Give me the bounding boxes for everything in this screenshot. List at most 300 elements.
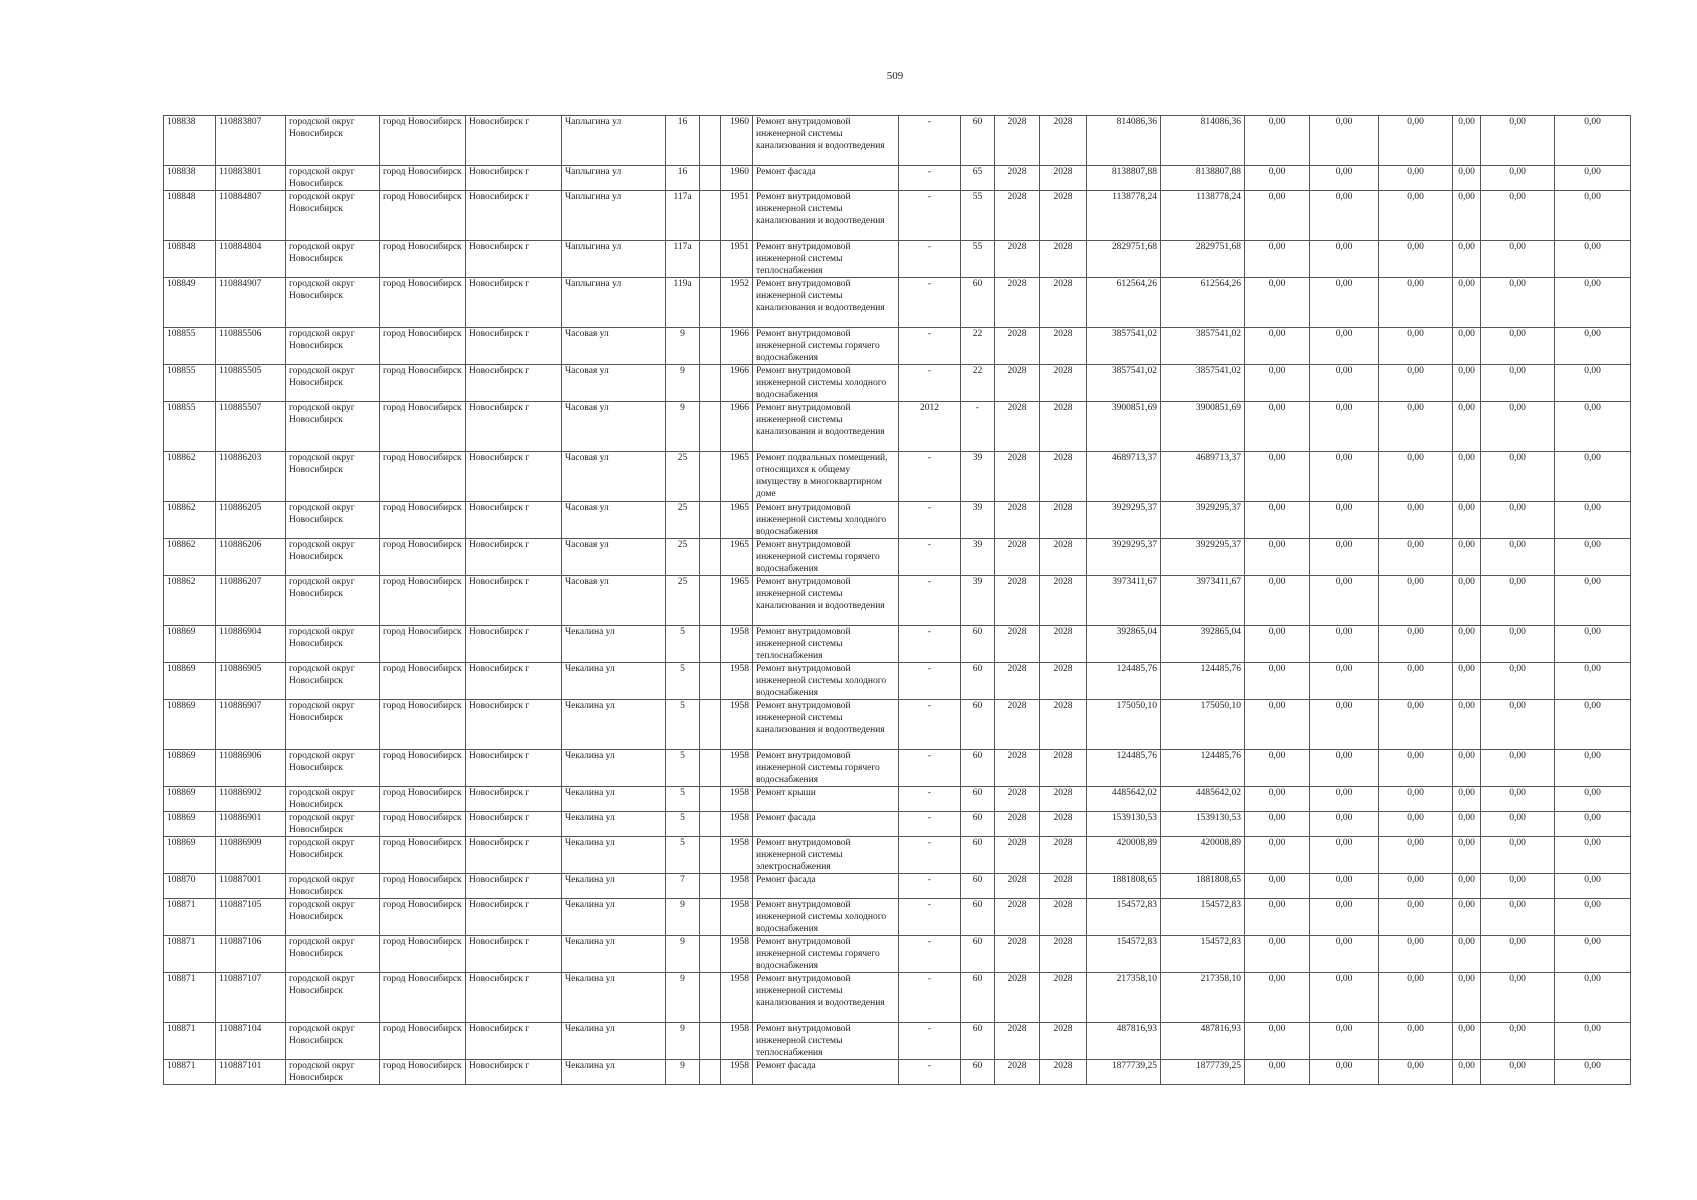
value-6-cell: 0,00: [1555, 936, 1631, 973]
value-6-cell: 0,00: [1555, 663, 1631, 700]
city-cell: город Новосибирск: [380, 365, 466, 402]
end-year-cell: 2028: [1040, 365, 1087, 402]
work-code-cell: 110884807: [216, 191, 286, 241]
total-cost-cell: 3857541,02: [1087, 328, 1161, 365]
build-year-cell: 1958: [721, 787, 753, 812]
district-cell: городской округ Новосибирск: [286, 241, 380, 278]
work-type-cell: Ремонт фасада: [753, 166, 899, 191]
wear-percent-cell: 60: [961, 663, 995, 700]
locality-cell: Новосибирск г: [466, 278, 562, 328]
build-year-cell: 1965: [721, 502, 753, 539]
work-code-cell: 110886207: [216, 576, 286, 626]
house-number-cell: 9: [666, 328, 700, 365]
value-6-cell: 0,00: [1555, 278, 1631, 328]
value-6-cell: 0,00: [1555, 1023, 1631, 1060]
fund-cost-cell: 487816,93: [1161, 1023, 1245, 1060]
value-1-cell: 0,00: [1245, 452, 1310, 502]
street-cell: Чекалина ул: [562, 663, 666, 700]
start-year-cell: 2028: [995, 191, 1040, 241]
city-cell: город Новосибирск: [380, 402, 466, 452]
house-number-cell: 9: [666, 899, 700, 936]
extra-cell: [700, 700, 721, 750]
value-2-cell: 0,00: [1310, 663, 1379, 700]
value-6-cell: 0,00: [1555, 241, 1631, 278]
end-year-cell: 2028: [1040, 936, 1087, 973]
district-cell: городской округ Новосибирск: [286, 899, 380, 936]
value-4-cell: 0,00: [1453, 812, 1481, 837]
city-cell: город Новосибирск: [380, 539, 466, 576]
build-year-cell: 1958: [721, 663, 753, 700]
table-row: [164, 241, 1631, 278]
build-year-cell: 1958: [721, 837, 753, 874]
value-5-cell: 0,00: [1481, 576, 1555, 626]
fund-cost-cell: 3929295,37: [1161, 502, 1245, 539]
value-1-cell: 0,00: [1245, 116, 1310, 166]
work-code-cell: 110884907: [216, 278, 286, 328]
house-number-cell: 5: [666, 837, 700, 874]
value-6-cell: 0,00: [1555, 812, 1631, 837]
end-year-cell: 2028: [1040, 1060, 1087, 1085]
value-6-cell: 0,00: [1555, 750, 1631, 787]
total-cost-cell: 124485,76: [1087, 750, 1161, 787]
value-4-cell: 0,00: [1453, 402, 1481, 452]
value-5-cell: 0,00: [1481, 166, 1555, 191]
value-5-cell: 0,00: [1481, 191, 1555, 241]
locality-cell: Новосибирск г: [466, 787, 562, 812]
table-row: [164, 328, 1631, 365]
table-row: [164, 1023, 1631, 1060]
value-4-cell: 0,00: [1453, 191, 1481, 241]
locality-cell: Новосибирск г: [466, 700, 562, 750]
total-cost-cell: 4485642,02: [1087, 787, 1161, 812]
value-5-cell: 0,00: [1481, 278, 1555, 328]
fund-cost-cell: 1138778,24: [1161, 191, 1245, 241]
city-cell: город Новосибирск: [380, 700, 466, 750]
value-1-cell: 0,00: [1245, 166, 1310, 191]
street-cell: Чекалина ул: [562, 899, 666, 936]
street-cell: Чаплыгина ул: [562, 241, 666, 278]
value-3-cell: 0,00: [1379, 663, 1453, 700]
street-cell: Часовая ул: [562, 328, 666, 365]
end-year-cell: 2028: [1040, 278, 1087, 328]
wear-percent-cell: 60: [961, 787, 995, 812]
table-row: [164, 812, 1631, 837]
work-code-cell: 110886901: [216, 812, 286, 837]
fund-cost-cell: 3857541,02: [1161, 328, 1245, 365]
house-id-cell: 108862: [164, 539, 216, 576]
value-5-cell: 0,00: [1481, 936, 1555, 973]
house-id-cell: 108870: [164, 874, 216, 899]
start-year-cell: 2028: [995, 328, 1040, 365]
locality-cell: Новосибирск г: [466, 191, 562, 241]
end-year-cell: 2028: [1040, 899, 1087, 936]
house-number-cell: 5: [666, 700, 700, 750]
value-1-cell: 0,00: [1245, 626, 1310, 663]
value-1-cell: 0,00: [1245, 973, 1310, 1023]
extra-cell: [700, 936, 721, 973]
city-cell: город Новосибирск: [380, 576, 466, 626]
value-3-cell: 0,00: [1379, 539, 1453, 576]
extra-cell: [700, 452, 721, 502]
value-6-cell: 0,00: [1555, 191, 1631, 241]
value-6-cell: 0,00: [1555, 116, 1631, 166]
value-4-cell: 0,00: [1453, 750, 1481, 787]
end-year-cell: 2028: [1040, 1023, 1087, 1060]
total-cost-cell: 154572,83: [1087, 899, 1161, 936]
house-id-cell: 108871: [164, 1060, 216, 1085]
locality-cell: Новосибирск г: [466, 874, 562, 899]
table-row: [164, 874, 1631, 899]
value-1-cell: 0,00: [1245, 1060, 1310, 1085]
wear-percent-cell: 55: [961, 191, 995, 241]
start-year-cell: 2028: [995, 1023, 1040, 1060]
district-cell: городской округ Новосибирск: [286, 278, 380, 328]
house-id-cell: 108855: [164, 328, 216, 365]
house-number-cell: 16: [666, 166, 700, 191]
total-cost-cell: 3857541,02: [1087, 365, 1161, 402]
total-cost-cell: 3900851,69: [1087, 402, 1161, 452]
start-year-cell: 2028: [995, 700, 1040, 750]
house-number-cell: 5: [666, 626, 700, 663]
value-2-cell: 0,00: [1310, 1023, 1379, 1060]
value-5-cell: 0,00: [1481, 787, 1555, 812]
value-5-cell: 0,00: [1481, 874, 1555, 899]
value-5-cell: 0,00: [1481, 973, 1555, 1023]
wear-percent-cell: -: [961, 402, 995, 452]
last-repair-year-cell: -: [899, 452, 961, 502]
work-code-cell: 110887104: [216, 1023, 286, 1060]
street-cell: Чекалина ул: [562, 812, 666, 837]
work-code-cell: 110886203: [216, 452, 286, 502]
fund-cost-cell: 1877739,25: [1161, 1060, 1245, 1085]
build-year-cell: 1966: [721, 328, 753, 365]
value-2-cell: 0,00: [1310, 241, 1379, 278]
locality-cell: Новосибирск г: [466, 576, 562, 626]
table-row: [164, 787, 1631, 812]
extra-cell: [700, 539, 721, 576]
value-4-cell: 0,00: [1453, 502, 1481, 539]
district-cell: городской округ Новосибирск: [286, 837, 380, 874]
city-cell: город Новосибирск: [380, 328, 466, 365]
last-repair-year-cell: -: [899, 837, 961, 874]
house-id-cell: 108871: [164, 936, 216, 973]
fund-cost-cell: 1539130,53: [1161, 812, 1245, 837]
work-code-cell: 110885507: [216, 402, 286, 452]
work-type-cell: Ремонт внутридомовой инженерной системы горячего водоснабжения: [753, 750, 899, 787]
locality-cell: Новосибирск г: [466, 626, 562, 663]
value-1-cell: 0,00: [1245, 328, 1310, 365]
work-code-cell: 110887105: [216, 899, 286, 936]
value-5-cell: 0,00: [1481, 899, 1555, 936]
city-cell: город Новосибирск: [380, 166, 466, 191]
extra-cell: [700, 191, 721, 241]
value-3-cell: 0,00: [1379, 241, 1453, 278]
street-cell: Чекалина ул: [562, 1060, 666, 1085]
build-year-cell: 1958: [721, 1023, 753, 1060]
value-6-cell: 0,00: [1555, 700, 1631, 750]
end-year-cell: 2028: [1040, 116, 1087, 166]
value-1-cell: 0,00: [1245, 700, 1310, 750]
work-type-cell: Ремонт внутридомовой инженерной системы канализования и водоотведения: [753, 278, 899, 328]
table-row: [164, 626, 1631, 663]
end-year-cell: 2028: [1040, 576, 1087, 626]
city-cell: город Новосибирск: [380, 936, 466, 973]
street-cell: Чекалина ул: [562, 936, 666, 973]
wear-percent-cell: 60: [961, 899, 995, 936]
district-cell: городской округ Новосибирск: [286, 750, 380, 787]
fund-cost-cell: 2829751,68: [1161, 241, 1245, 278]
total-cost-cell: 612564,26: [1087, 278, 1161, 328]
city-cell: город Новосибирск: [380, 874, 466, 899]
value-5-cell: 0,00: [1481, 539, 1555, 576]
end-year-cell: 2028: [1040, 502, 1087, 539]
wear-percent-cell: 60: [961, 1023, 995, 1060]
work-code-cell: 110886905: [216, 663, 286, 700]
locality-cell: Новосибирск г: [466, 539, 562, 576]
extra-cell: [700, 116, 721, 166]
district-cell: городской округ Новосибирск: [286, 787, 380, 812]
wear-percent-cell: 60: [961, 1060, 995, 1085]
house-number-cell: 9: [666, 1060, 700, 1085]
end-year-cell: 2028: [1040, 626, 1087, 663]
value-3-cell: 0,00: [1379, 1023, 1453, 1060]
street-cell: Чаплыгина ул: [562, 278, 666, 328]
table-row: [164, 502, 1631, 539]
total-cost-cell: 487816,93: [1087, 1023, 1161, 1060]
last-repair-year-cell: -: [899, 874, 961, 899]
work-type-cell: Ремонт внутридомовой инженерной системы холодного водоснабжения: [753, 899, 899, 936]
table-row: [164, 837, 1631, 874]
house-number-cell: 25: [666, 502, 700, 539]
value-2-cell: 0,00: [1310, 1060, 1379, 1085]
house-number-cell: 9: [666, 1023, 700, 1060]
value-2-cell: 0,00: [1310, 787, 1379, 812]
end-year-cell: 2028: [1040, 812, 1087, 837]
district-cell: городской округ Новосибирск: [286, 452, 380, 502]
last-repair-year-cell: -: [899, 539, 961, 576]
fund-cost-cell: 420008,89: [1161, 837, 1245, 874]
wear-percent-cell: 39: [961, 452, 995, 502]
district-cell: городской округ Новосибирск: [286, 402, 380, 452]
work-code-cell: 110885506: [216, 328, 286, 365]
value-5-cell: 0,00: [1481, 700, 1555, 750]
table-row: [164, 973, 1631, 1023]
house-number-cell: 25: [666, 452, 700, 502]
total-cost-cell: 8138807,88: [1087, 166, 1161, 191]
work-code-cell: 110883801: [216, 166, 286, 191]
value-3-cell: 0,00: [1379, 973, 1453, 1023]
work-type-cell: Ремонт подвальных помещений, относящихся к общему имуществу в многоквартирном доме: [753, 452, 899, 502]
value-2-cell: 0,00: [1310, 402, 1379, 452]
extra-cell: [700, 402, 721, 452]
value-5-cell: 0,00: [1481, 1023, 1555, 1060]
value-3-cell: 0,00: [1379, 837, 1453, 874]
work-type-cell: Ремонт внутридомовой инженерной системы электроснабжения: [753, 837, 899, 874]
work-code-cell: 110886907: [216, 700, 286, 750]
house-id-cell: 108849: [164, 278, 216, 328]
city-cell: город Новосибирск: [380, 787, 466, 812]
district-cell: городской округ Новосибирск: [286, 1060, 380, 1085]
value-4-cell: 0,00: [1453, 576, 1481, 626]
value-6-cell: 0,00: [1555, 626, 1631, 663]
value-5-cell: 0,00: [1481, 116, 1555, 166]
extra-cell: [700, 576, 721, 626]
table-row: [164, 663, 1631, 700]
fund-cost-cell: 124485,76: [1161, 750, 1245, 787]
value-3-cell: 0,00: [1379, 700, 1453, 750]
street-cell: Часовая ул: [562, 502, 666, 539]
start-year-cell: 2028: [995, 750, 1040, 787]
wear-percent-cell: 60: [961, 874, 995, 899]
locality-cell: Новосибирск г: [466, 663, 562, 700]
end-year-cell: 2028: [1040, 663, 1087, 700]
end-year-cell: 2028: [1040, 973, 1087, 1023]
district-cell: городской округ Новосибирск: [286, 626, 380, 663]
value-1-cell: 0,00: [1245, 899, 1310, 936]
last-repair-year-cell: -: [899, 1023, 961, 1060]
value-2-cell: 0,00: [1310, 874, 1379, 899]
value-2-cell: 0,00: [1310, 328, 1379, 365]
table-row: [164, 899, 1631, 936]
work-type-cell: Ремонт внутридомовой инженерной системы холодного водоснабжения: [753, 502, 899, 539]
value-3-cell: 0,00: [1379, 626, 1453, 663]
value-2-cell: 0,00: [1310, 936, 1379, 973]
total-cost-cell: 392865,04: [1087, 626, 1161, 663]
table-row: [164, 750, 1631, 787]
house-id-cell: 108871: [164, 973, 216, 1023]
value-1-cell: 0,00: [1245, 539, 1310, 576]
fund-cost-cell: 1881808,65: [1161, 874, 1245, 899]
last-repair-year-cell: -: [899, 973, 961, 1023]
house-number-cell: 25: [666, 539, 700, 576]
wear-percent-cell: 60: [961, 750, 995, 787]
last-repair-year-cell: -: [899, 663, 961, 700]
city-cell: город Новосибирск: [380, 837, 466, 874]
value-2-cell: 0,00: [1310, 116, 1379, 166]
value-6-cell: 0,00: [1555, 899, 1631, 936]
wear-percent-cell: 60: [961, 626, 995, 663]
start-year-cell: 2028: [995, 402, 1040, 452]
street-cell: Чекалина ул: [562, 1023, 666, 1060]
value-4-cell: 0,00: [1453, 1023, 1481, 1060]
wear-percent-cell: 60: [961, 837, 995, 874]
work-type-cell: Ремонт фасада: [753, 812, 899, 837]
extra-cell: [700, 812, 721, 837]
build-year-cell: 1965: [721, 576, 753, 626]
district-cell: городской округ Новосибирск: [286, 539, 380, 576]
value-4-cell: 0,00: [1453, 328, 1481, 365]
fund-cost-cell: 3900851,69: [1161, 402, 1245, 452]
value-3-cell: 0,00: [1379, 899, 1453, 936]
last-repair-year-cell: -: [899, 700, 961, 750]
value-1-cell: 0,00: [1245, 278, 1310, 328]
last-repair-year-cell: -: [899, 116, 961, 166]
build-year-cell: 1958: [721, 899, 753, 936]
locality-cell: Новосибирск г: [466, 502, 562, 539]
work-code-cell: 110886904: [216, 626, 286, 663]
value-2-cell: 0,00: [1310, 700, 1379, 750]
city-cell: город Новосибирск: [380, 663, 466, 700]
last-repair-year-cell: -: [899, 1060, 961, 1085]
table-row: [164, 1060, 1631, 1085]
fund-cost-cell: 175050,10: [1161, 700, 1245, 750]
fund-cost-cell: 612564,26: [1161, 278, 1245, 328]
value-2-cell: 0,00: [1310, 812, 1379, 837]
value-6-cell: 0,00: [1555, 787, 1631, 812]
district-cell: городской округ Новосибирск: [286, 365, 380, 402]
value-3-cell: 0,00: [1379, 278, 1453, 328]
extra-cell: [700, 1023, 721, 1060]
street-cell: Чекалина ул: [562, 837, 666, 874]
work-type-cell: Ремонт внутридомовой инженерной системы канализования и водоотведения: [753, 191, 899, 241]
last-repair-year-cell: -: [899, 626, 961, 663]
table-row: [164, 116, 1631, 166]
wear-percent-cell: 60: [961, 700, 995, 750]
total-cost-cell: 1881808,65: [1087, 874, 1161, 899]
total-cost-cell: 4689713,37: [1087, 452, 1161, 502]
start-year-cell: 2028: [995, 663, 1040, 700]
fund-cost-cell: 814086,36: [1161, 116, 1245, 166]
fund-cost-cell: 3973411,67: [1161, 576, 1245, 626]
total-cost-cell: 217358,10: [1087, 973, 1161, 1023]
work-code-cell: 110887001: [216, 874, 286, 899]
city-cell: город Новосибирск: [380, 452, 466, 502]
value-4-cell: 0,00: [1453, 539, 1481, 576]
value-2-cell: 0,00: [1310, 452, 1379, 502]
locality-cell: Новосибирск г: [466, 166, 562, 191]
street-cell: Чаплыгина ул: [562, 116, 666, 166]
build-year-cell: 1966: [721, 402, 753, 452]
city-cell: город Новосибирск: [380, 812, 466, 837]
value-4-cell: 0,00: [1453, 278, 1481, 328]
city-cell: город Новосибирск: [380, 116, 466, 166]
work-code-cell: 110884804: [216, 241, 286, 278]
value-6-cell: 0,00: [1555, 328, 1631, 365]
work-type-cell: Ремонт крыши: [753, 787, 899, 812]
value-1-cell: 0,00: [1245, 191, 1310, 241]
value-3-cell: 0,00: [1379, 116, 1453, 166]
table-row: [164, 576, 1631, 626]
locality-cell: Новосибирск г: [466, 973, 562, 1023]
table-row: [164, 365, 1631, 402]
district-cell: городской округ Новосибирск: [286, 502, 380, 539]
district-cell: городской округ Новосибирск: [286, 874, 380, 899]
value-3-cell: 0,00: [1379, 936, 1453, 973]
value-1-cell: 0,00: [1245, 874, 1310, 899]
start-year-cell: 2028: [995, 576, 1040, 626]
wear-percent-cell: 65: [961, 166, 995, 191]
value-2-cell: 0,00: [1310, 750, 1379, 787]
street-cell: Чекалина ул: [562, 973, 666, 1023]
street-cell: Часовая ул: [562, 452, 666, 502]
build-year-cell: 1960: [721, 116, 753, 166]
value-4-cell: 0,00: [1453, 116, 1481, 166]
fund-cost-cell: 217358,10: [1161, 973, 1245, 1023]
house-id-cell: 108862: [164, 502, 216, 539]
start-year-cell: 2028: [995, 502, 1040, 539]
house-number-cell: 9: [666, 402, 700, 452]
house-id-cell: 108862: [164, 452, 216, 502]
value-6-cell: 0,00: [1555, 874, 1631, 899]
work-code-cell: 110886906: [216, 750, 286, 787]
city-cell: город Новосибирск: [380, 750, 466, 787]
value-4-cell: 0,00: [1453, 626, 1481, 663]
locality-cell: Новосибирск г: [466, 452, 562, 502]
build-year-cell: 1958: [721, 626, 753, 663]
table-row: [164, 936, 1631, 973]
locality-cell: Новосибирск г: [466, 116, 562, 166]
city-cell: город Новосибирск: [380, 973, 466, 1023]
